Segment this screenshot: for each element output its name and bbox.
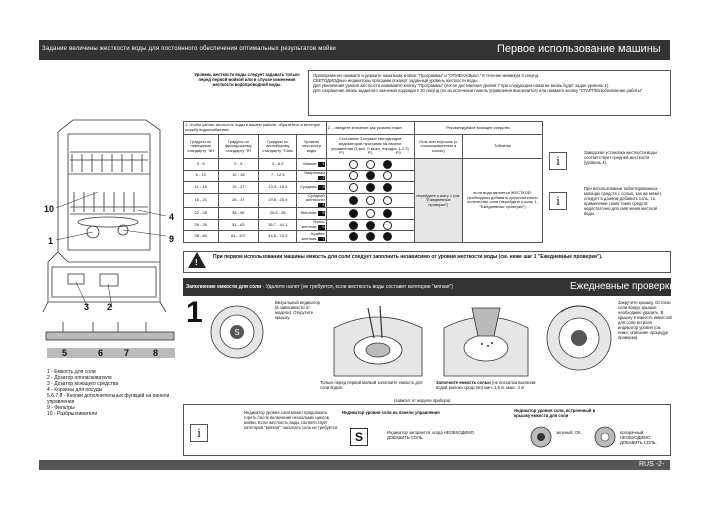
table-cell-fh: 28 - 37 [218, 193, 259, 208]
diagram-label-6: 6 [98, 348, 104, 358]
level-label: Средняя [300, 183, 317, 189]
step-visual-text: Визуальный индикатор (в зависимости от модели). Открутите крышку. [275, 300, 320, 320]
info-icon: i [190, 424, 208, 442]
table-cell-dh: 0 - 5 [184, 159, 219, 171]
diagram-label-9: 9 [169, 234, 175, 244]
legend-item: 3 - Дозатор моющего средства [47, 381, 119, 387]
table-cell-fh: 0 - 9 [218, 159, 259, 171]
led-on-icon [349, 196, 358, 205]
led-on-icon [383, 183, 392, 192]
level-number: 7 [318, 237, 325, 242]
table-cell-clark: 35,7 - 44,1 [259, 219, 297, 231]
level-number: 1 [318, 162, 325, 167]
fill-salt-image [436, 298, 536, 378]
table-cell-level [297, 193, 326, 208]
table-cell-fh: 38 - 50 [218, 208, 259, 220]
close-cap-image [543, 300, 615, 376]
salt-bar-sub: - Удалите налет (не требуется, если жесткость воды составит категории "мягкая") [261, 284, 453, 290]
warning-text: При первом использовании машины емкость для соли следует заполнить независимо от уровня жесткости воды (см. ниже шаг 1 "Ежедневные проверки"). [213, 254, 603, 260]
step-caption-3: (зависит от модели прибора) [394, 398, 451, 403]
legend [47, 369, 187, 417]
led-off-icon [366, 160, 375, 169]
level-number: 3 [318, 185, 325, 190]
indicator-info: Индикатор уровня соли может продолжать гореть после включения нескольких циклов мойки. Если жесткость воды соответствует категории "мягкая", засыпать соль не требуется. [244, 410, 339, 430]
table-cell-dh: 22 - 28 [184, 208, 219, 220]
indicator-green-label: зеленый: ОК. [556, 430, 582, 435]
intro-steps [308, 70, 671, 116]
salt-bar-text [186, 284, 453, 290]
table-cell-clark: 44,8 - 74,9 [259, 231, 297, 243]
step-caption-2-bold: Заполните емкость солью [436, 380, 491, 385]
table-cell-clark: 13,3 - 18,9 [259, 182, 297, 194]
table-cell-dh: 11 - 15 [184, 182, 219, 194]
led-label: P2 [367, 150, 373, 156]
table-cell-level [297, 159, 326, 171]
led-off-icon [366, 209, 375, 218]
table-cell-level [297, 219, 326, 231]
led-on-icon [383, 232, 392, 241]
table-cell-fh: 64 - 107 [218, 231, 259, 243]
level-label: Очень жесткая [301, 219, 325, 230]
led-off-icon [383, 221, 392, 230]
salt-indicator-symbol: S [350, 428, 368, 446]
intro-step: Одновременно нажмите и держите нажатыми кнопки "Программы" и "ОТМЕНА/Выкл." в течение минимум 3 секунд. [313, 73, 540, 78]
step-caption-2 [436, 380, 546, 390]
led-label: P3 [395, 150, 401, 156]
indicator-panel-title: Индикатор уровня соли на панели управления [342, 410, 440, 415]
table-col-tablets: Таблетки [463, 135, 543, 159]
table-cell-level [297, 182, 326, 194]
footer-bar [39, 460, 670, 470]
level-number: 2 [318, 176, 325, 181]
diagram-label-8: 8 [153, 348, 159, 358]
led-label: P1 [339, 150, 345, 156]
table-col-leds-text: Состояние 3 первых светодиодов индикаторов программ на панели управления (1 вкл, 0 выкл, порядок 1-2-3) [331, 136, 409, 151]
svg-text:S: S [234, 328, 240, 337]
table-cell-fh: 51 - 63 [218, 219, 259, 231]
top-bar-left-title: Задание величины жесткости воды для постоянного обеспечения оптимальных результатов мойки [42, 46, 336, 52]
salt-bar-right: Ежедневные проверки [570, 281, 675, 292]
level-label: Крайне жесткая [301, 230, 325, 241]
table-cell-clark: 7 - 12,6 [259, 170, 297, 182]
level-label: Умеренная [304, 170, 325, 176]
level-number: 6 [318, 225, 325, 230]
step-caption-1: Только перед первой мойкой заполните емкость для соли водой. [320, 380, 423, 390]
diagram-label-3: 3 [84, 302, 90, 312]
diagram-label-7: 7 [124, 348, 130, 358]
salt-bar-title: Заполнение емкости для соли [186, 284, 262, 290]
level-label: Средней жесткости [305, 192, 325, 203]
table-row [184, 159, 543, 171]
cap-indicator-green-image [530, 426, 552, 448]
level-label: Жесткая [300, 210, 317, 216]
intro-text: Уровень жесткости воды следует задавать только перед первой мойкой или в случае изменения жесткости водопроводной воды. [194, 72, 300, 87]
led-on-icon [349, 221, 358, 230]
salt-cap-image [207, 302, 267, 362]
led-off-icon [366, 196, 375, 205]
diagram-label-10: 10 [44, 204, 55, 214]
legend-item: 1 - Емкость для соли [47, 369, 96, 375]
table-cell-leds [326, 159, 414, 171]
led-off-icon [349, 171, 358, 180]
indicator-clear-label: прозрачный: НЕОБХОДИМО ДОБАВИТЬ СОЛЬ. [620, 430, 657, 445]
legend-item: 9 - Фильтры [47, 405, 75, 411]
step-right-text: Закрутите крышку. Остатки соли вокруг крышки необходимо удалить. В крышку в емкость емкостей для соли встроен индикатор уровня (см. ниже, описание процедур проверки). [618, 300, 672, 340]
step-number: 1 [186, 296, 203, 329]
led-on-icon [349, 209, 358, 218]
legend-item: 4 - Корзины для посуды [47, 387, 103, 393]
info-note-1: Заводская установка жесткости воды соответствует средней жесткости (уровень 4). [584, 150, 657, 165]
table-col-gel: Гель или порошок (с ополаскивателем и солью) [414, 135, 462, 159]
diagram-label-2: 2 [107, 302, 113, 312]
intro-step: Для увеличения уровня жесткости нажимайте кнопку "Программы" (после достижения уровня 7 при следующем нажатии вновь будет задан уровень 1). [313, 83, 610, 88]
table-cell-leds [326, 231, 414, 243]
led-on-icon [349, 232, 358, 241]
table-cell-level [297, 170, 326, 182]
led-off-icon [349, 160, 358, 169]
step-caption-2-text: (не воскатом выносим водой молоко средство) мин. 1,5 кг, макс. 2 кг [436, 380, 536, 390]
intro-step: СВЕТОДИОДные индикаторы программ покажут заданный уровень жесткости воды. [313, 78, 478, 83]
level-number: 5 [318, 211, 325, 216]
table-cell-level [297, 208, 326, 220]
legend-item: 5,6,7,8 - Кнопки дополнительных функций на панели управления [47, 393, 170, 405]
table-cell-leds [326, 208, 414, 220]
diagram-label-4: 4 [169, 212, 175, 222]
table-cell-dh: 36 - 60 [184, 231, 219, 243]
led-on-icon [383, 160, 392, 169]
table-cell-dh: 6 - 10 [184, 170, 219, 182]
table-col-clark: Градусы по английскому стандарту °Clark [259, 135, 297, 159]
table-cell-leds [326, 193, 414, 208]
led-on-icon [366, 221, 375, 230]
warning-icon-mark: ! [195, 258, 198, 267]
table-cell-clark: 0 - 6,3 [259, 159, 297, 171]
table-col-level: Уровень жесткости воды [297, 135, 326, 159]
indicator-cap-title: Индикатор уровня соли, встроенный в крышку емкости для соли [514, 408, 596, 418]
indicator-panel-text: Индикатор загорается, когда НЕОБХОДИМО ДОБАВИТЬ СОЛЬ. [387, 430, 475, 440]
legend-item: 10 - Разбрызгиватели [47, 411, 98, 417]
table-cell-leds [326, 182, 414, 194]
table-head-2: 2. ...введите значение как указано ниже: [326, 122, 414, 135]
led-on-icon [366, 183, 375, 192]
table-cell-leds [326, 219, 414, 231]
table-col-leds [326, 135, 414, 159]
led-on-icon [383, 209, 392, 218]
led-off-icon [383, 196, 392, 205]
table-cell-fh: 10 - 18 [218, 170, 259, 182]
level-number: 4 [318, 203, 325, 208]
diagram-label-1: 1 [48, 236, 54, 246]
table-cell-dh: 16 - 21 [184, 193, 219, 208]
led-off-icon [383, 171, 392, 180]
table-cell-clark: 26,6 - 35 [259, 208, 297, 220]
info-note-2: При использовании таблетированных моющих средств с солью, как же может, следует в данном добавить соль, т.к. применение таких таких средств недостаточно для смягчения жесткой воды. [584, 186, 662, 216]
table-cell-fh: 19 - 27 [218, 182, 259, 194]
led-on-icon [366, 171, 375, 180]
table-col-fh: Градусы по французскому стандарту °fH [218, 135, 259, 159]
table-cell-leds [326, 170, 414, 182]
intro-step: Для сохранения вновь заданного значения подождите 30 секунд (по их истечении панель управления выключится) или нажмите кнопку "СТАРТ/Возобновление работы". [313, 88, 644, 93]
legend-item: 2 - Дозатор ополаскивателя [47, 375, 112, 381]
table-col-dh: Градусы по немецкому стандарту °dH [184, 135, 219, 159]
table-head-1: 1. Чтобы узнать жесткость воды в вашем районе, обратитесь в местную службу водоснабжения. [184, 122, 327, 135]
fill-water-image [324, 298, 432, 378]
dishwasher-diagram [38, 112, 183, 360]
top-bar-right-title: Первое использование машины [497, 43, 661, 55]
table-head-3: Рекомендуемое моющее средство [414, 122, 542, 135]
led-off-icon [349, 183, 358, 192]
table-cell-level [297, 231, 326, 243]
diagram-label-5: 5 [62, 348, 68, 358]
info-icon: i [549, 152, 567, 170]
table-cell-gel-note: перейдите к шагу 1 (см. "Ежедневные проверки") [414, 159, 462, 243]
led-on-icon [366, 232, 375, 241]
table-cell-tablet-note: если вода является ЖЕСТКОЙ, необходимо добавить дополнительно количество соли (перейдите к шагу 1, "Ежедневные проверки") [463, 159, 543, 243]
level-label: Мягкая [303, 160, 317, 166]
cap-indicator-clear-image [594, 426, 616, 448]
table-cell-clark: 19,6 - 25,9 [259, 193, 297, 208]
footer-page: RUS -2- [639, 461, 665, 468]
table-cell-dh: 29 - 35 [184, 219, 219, 231]
info-icon: i [549, 192, 567, 210]
hardness-table [183, 121, 543, 243]
